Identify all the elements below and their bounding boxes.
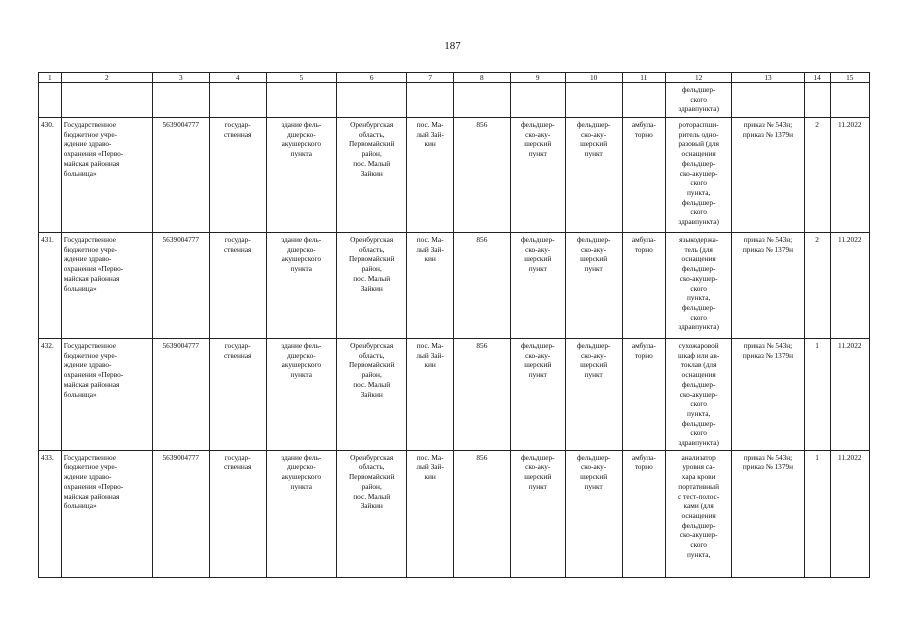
building-cell: здание фель- дшерско- акушерского пункта — [266, 450, 336, 577]
row-number-cell: 432. — [39, 339, 62, 451]
address-cell: Оренбургская область, Первомайский район, пос. Малый Зайкин — [337, 450, 407, 577]
page-number: 187 — [444, 40, 461, 52]
inn-cell: 5639004777 — [152, 450, 209, 577]
table-row — [39, 233, 870, 339]
equipment-cell: ротораспши- ритель одно- разовый (для оснащения фельдшер- ско-акушер- ского пункта, фельдшер- ского здравпункта) — [666, 118, 732, 233]
unit-cell: фельдшер- ско-аку- шерский пункт — [565, 118, 622, 233]
col-header: 8 — [453, 73, 510, 83]
unit-cell: фельдшер- ско-аку- шерский пункт — [510, 118, 565, 233]
date-cell: 11.2022 — [830, 118, 869, 233]
organization-cell: Государственное бюджетное учре- ждение здраво- охранения «Перво- майская районная больница» — [61, 118, 152, 233]
care-form-cell: амбула- торно — [622, 118, 665, 233]
settlement-cell: пос. Ма- лый Зай- кин — [407, 118, 454, 233]
care-form-cell: амбула- торно — [622, 233, 665, 339]
date-cell: 11.2022 — [830, 233, 869, 339]
row-number-cell: 431. — [39, 233, 62, 339]
building-cell: здание фель- дшерско- акушерского пункта — [266, 118, 336, 233]
unit-cell: фельдшер- ско-аку- шерский пункт — [565, 450, 622, 577]
date-cell: 11.2022 — [830, 450, 869, 577]
col-header: 14 — [804, 73, 830, 83]
ownership-cell: государ- ственная — [209, 233, 266, 339]
order-cell: приказ № 543н; приказ № 1379н — [732, 450, 804, 577]
quantity-cell: 1 — [804, 339, 830, 451]
col-header: 7 — [407, 73, 454, 83]
inn-cell: 5639004777 — [152, 233, 209, 339]
settlement-cell: пос. Ма- лый Зай- кин — [407, 450, 454, 577]
header-row — [39, 73, 870, 83]
equipment-cell: языкодержа- тель (для оснащения фельдшер- ско-акушер- ского пункта, фельдшер- ского здравпункта) — [666, 233, 732, 339]
col-header: 1 — [39, 73, 62, 83]
table-row — [39, 118, 870, 233]
code-cell: 856 — [453, 339, 510, 451]
quantity-cell: 2 — [804, 233, 830, 339]
equipment-cell: сухожаровой шкаф или ав- токлав (для оснащения фельдшер- ско-акушер- ского пункта, фельдшер- ского здравпункта) — [666, 339, 732, 451]
col-header: 4 — [209, 73, 266, 83]
inn-cell: 5639004777 — [152, 118, 209, 233]
quantity-cell: 2 — [804, 118, 830, 233]
ownership-cell: государ- ственная — [209, 450, 266, 577]
settlement-cell: пос. Ма- лый Зай- кин — [407, 233, 454, 339]
col-header: 13 — [732, 73, 804, 83]
order-cell: приказ № 543н; приказ № 1379н — [732, 339, 804, 451]
ownership-cell: государ- ственная — [209, 118, 266, 233]
equipment-cell: анализатор уровня са- хара крови портативный с тест-полос- ками (для оснащения фельдшер- ско-акушер- ского пункта, — [666, 450, 732, 577]
organization-cell: Государственное бюджетное учре- ждение здраво- охранения «Перво- майская районная больница» — [61, 450, 152, 577]
col-header: 15 — [830, 73, 869, 83]
unit-cell: фельдшер- ско-аку- шерский пункт — [510, 450, 565, 577]
settlement-cell: пос. Ма- лый Зай- кин — [407, 339, 454, 451]
unit-cell: фельдшер- ско-аку- шерский пункт — [510, 233, 565, 339]
equipment-cell: фельдшер- ского здравпункта) — [666, 83, 732, 118]
inn-cell: 5639004777 — [152, 339, 209, 451]
address-cell: Оренбургская область, Первомайский район, пос. Малый Зайкин — [337, 339, 407, 451]
date-cell: 11.2022 — [830, 339, 869, 451]
organization-cell: Государственное бюджетное учре- ждение здраво- охранения «Перво- майская районная больница» — [61, 339, 152, 451]
col-header: 5 — [266, 73, 336, 83]
care-form-cell: амбула- торно — [622, 339, 665, 451]
address-cell: Оренбургская область, Первомайский район, пос. Малый Зайкин — [337, 233, 407, 339]
row-number-cell: 433. — [39, 450, 62, 577]
col-header: 11 — [622, 73, 665, 83]
quantity-cell: 1 — [804, 450, 830, 577]
organization-cell: Государственное бюджетное учре- ждение здраво- охранения «Перво- майская районная больница» — [61, 233, 152, 339]
ownership-cell: государ- ственная — [209, 339, 266, 451]
building-cell: здание фель- дшерско- акушерского пункта — [266, 233, 336, 339]
unit-cell: фельдшер- ско-аку- шерский пункт — [510, 339, 565, 451]
code-cell: 856 — [453, 233, 510, 339]
col-header: 10 — [565, 73, 622, 83]
unit-cell: фельдшер- ско-аку- шерский пункт — [565, 233, 622, 339]
code-cell: 856 — [453, 118, 510, 233]
code-cell: 856 — [453, 450, 510, 577]
order-cell: приказ № 543н; приказ № 1379н — [732, 118, 804, 233]
unit-cell: фельдшер- ско-аку- шерский пункт — [565, 339, 622, 451]
order-cell: приказ № 543н; приказ № 1379н — [732, 233, 804, 339]
care-form-cell: амбула- торно — [622, 450, 665, 577]
col-header: 12 — [666, 73, 732, 83]
registry-table — [38, 72, 870, 578]
table-row — [39, 450, 870, 577]
row-number-cell: 430. — [39, 118, 62, 233]
address-cell: Оренбургская область, Первомайский район, пос. Малый Зайкин — [337, 118, 407, 233]
col-header: 9 — [510, 73, 565, 83]
col-header: 3 — [152, 73, 209, 83]
carry-over-row — [39, 83, 870, 118]
col-header: 2 — [61, 73, 152, 83]
building-cell: здание фель- дшерско- акушерского пункта — [266, 339, 336, 451]
table-row — [39, 339, 870, 451]
col-header: 6 — [337, 73, 407, 83]
